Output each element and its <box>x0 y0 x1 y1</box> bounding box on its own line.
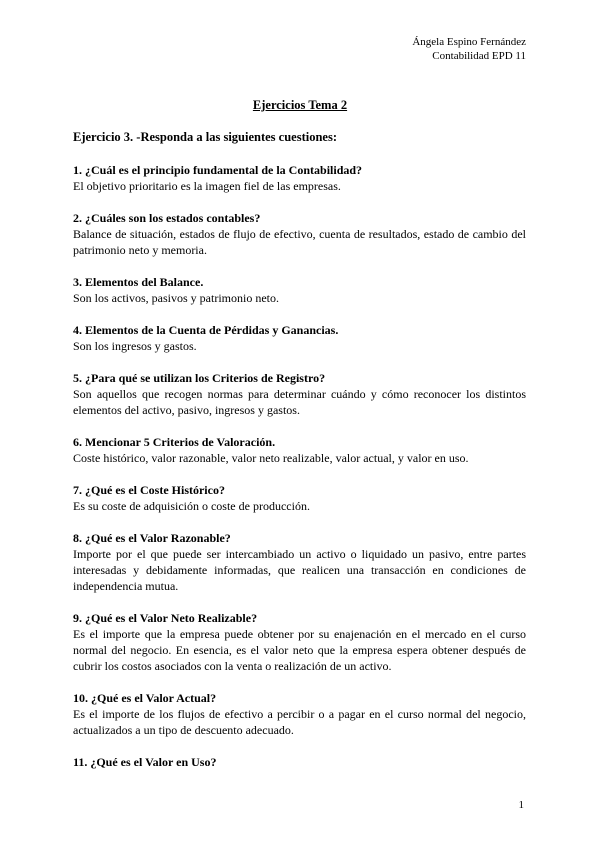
answer-text: Es el importe que la empresa puede obtener por su enajenación en el mercado en el curso normal del negocio. En esencia, es el valor neto que la empresa espera obtener después de cubrir los costos asociados con la venta o realización de un activo. <box>73 627 526 673</box>
exercise-intro: Ejercicio 3. -Responda a las siguientes cuestiones: <box>73 130 337 144</box>
question-text: 1. ¿Cuál es el principio fundamental de la Contabilidad? <box>73 163 363 177</box>
document-title: Ejercicios Tema 2 <box>252 98 348 112</box>
question-item <box>73 275 526 306</box>
question-text: 5. ¿Para qué se utilizan los Criterios de Registro? <box>73 371 326 385</box>
question-item <box>73 755 526 770</box>
answer-text: Es el importe de los flujos de efectivo a percibir o a pagar en el curso normal del negocio, actualizados a un tipo de descuento adecuado. <box>73 707 526 737</box>
answer-text: Son aquellos que recogen normas para determinar cuándo y cómo reconocer los distintos elementos del activo, pasivo, ingresos y gastos. <box>73 387 526 417</box>
question-text: 6. Mencionar 5 Criterios de Valoración. <box>73 435 276 449</box>
answer-text: Son los ingresos y gastos. <box>73 339 197 353</box>
question-text: 3. Elementos del Balance. <box>73 275 204 289</box>
page-header <box>412 35 526 63</box>
question-item <box>73 211 526 258</box>
question-text: 10. ¿Qué es el Valor Actual? <box>73 691 217 705</box>
answer-text: Balance de situación, estados de flujo de efectivo, cuenta de resultados, estado de cambio del patrimonio neto y memoria. <box>73 227 526 257</box>
header-course: Contabilidad EPD 11 <box>432 50 526 62</box>
answer-text: Son los activos, pasivos y patrimonio neto. <box>73 291 279 305</box>
question-text: 9. ¿Qué es el Valor Neto Realizable? <box>73 611 258 625</box>
question-item <box>73 163 526 194</box>
questions-list <box>73 163 526 787</box>
question-text: 8. ¿Qué es el Valor Razonable? <box>73 531 231 545</box>
answer-text: Coste histórico, valor razonable, valor neto realizable, valor actual, y valor en uso. <box>73 451 469 465</box>
answer-text: Es su coste de adquisición o coste de producción. <box>73 499 310 513</box>
answer-text: Importe por el que puede ser intercambiado un activo o liquidado un pasivo, entre partes interesadas y debidamente informadas, que realicen una transacción en condiciones de independencia mutua. <box>73 547 526 593</box>
question-item <box>73 531 526 594</box>
question-text: 11. ¿Qué es el Valor en Uso? <box>73 755 217 769</box>
answer-text: El objetivo prioritario es la imagen fiel de las empresas. <box>73 179 341 193</box>
question-text: 4. Elementos de la Cuenta de Pérdidas y Ganancias. <box>73 323 339 337</box>
page-number: 1 <box>518 799 524 811</box>
question-item <box>73 371 526 418</box>
question-item <box>73 435 526 466</box>
header-author: Ángela Espino Fernández <box>412 36 526 48</box>
question-item <box>73 323 526 354</box>
question-text: 7. ¿Qué es el Coste Histórico? <box>73 483 225 497</box>
question-item <box>73 611 526 674</box>
question-item <box>73 691 526 738</box>
question-text: 2. ¿Cuáles son los estados contables? <box>73 211 261 225</box>
question-item <box>73 483 526 514</box>
